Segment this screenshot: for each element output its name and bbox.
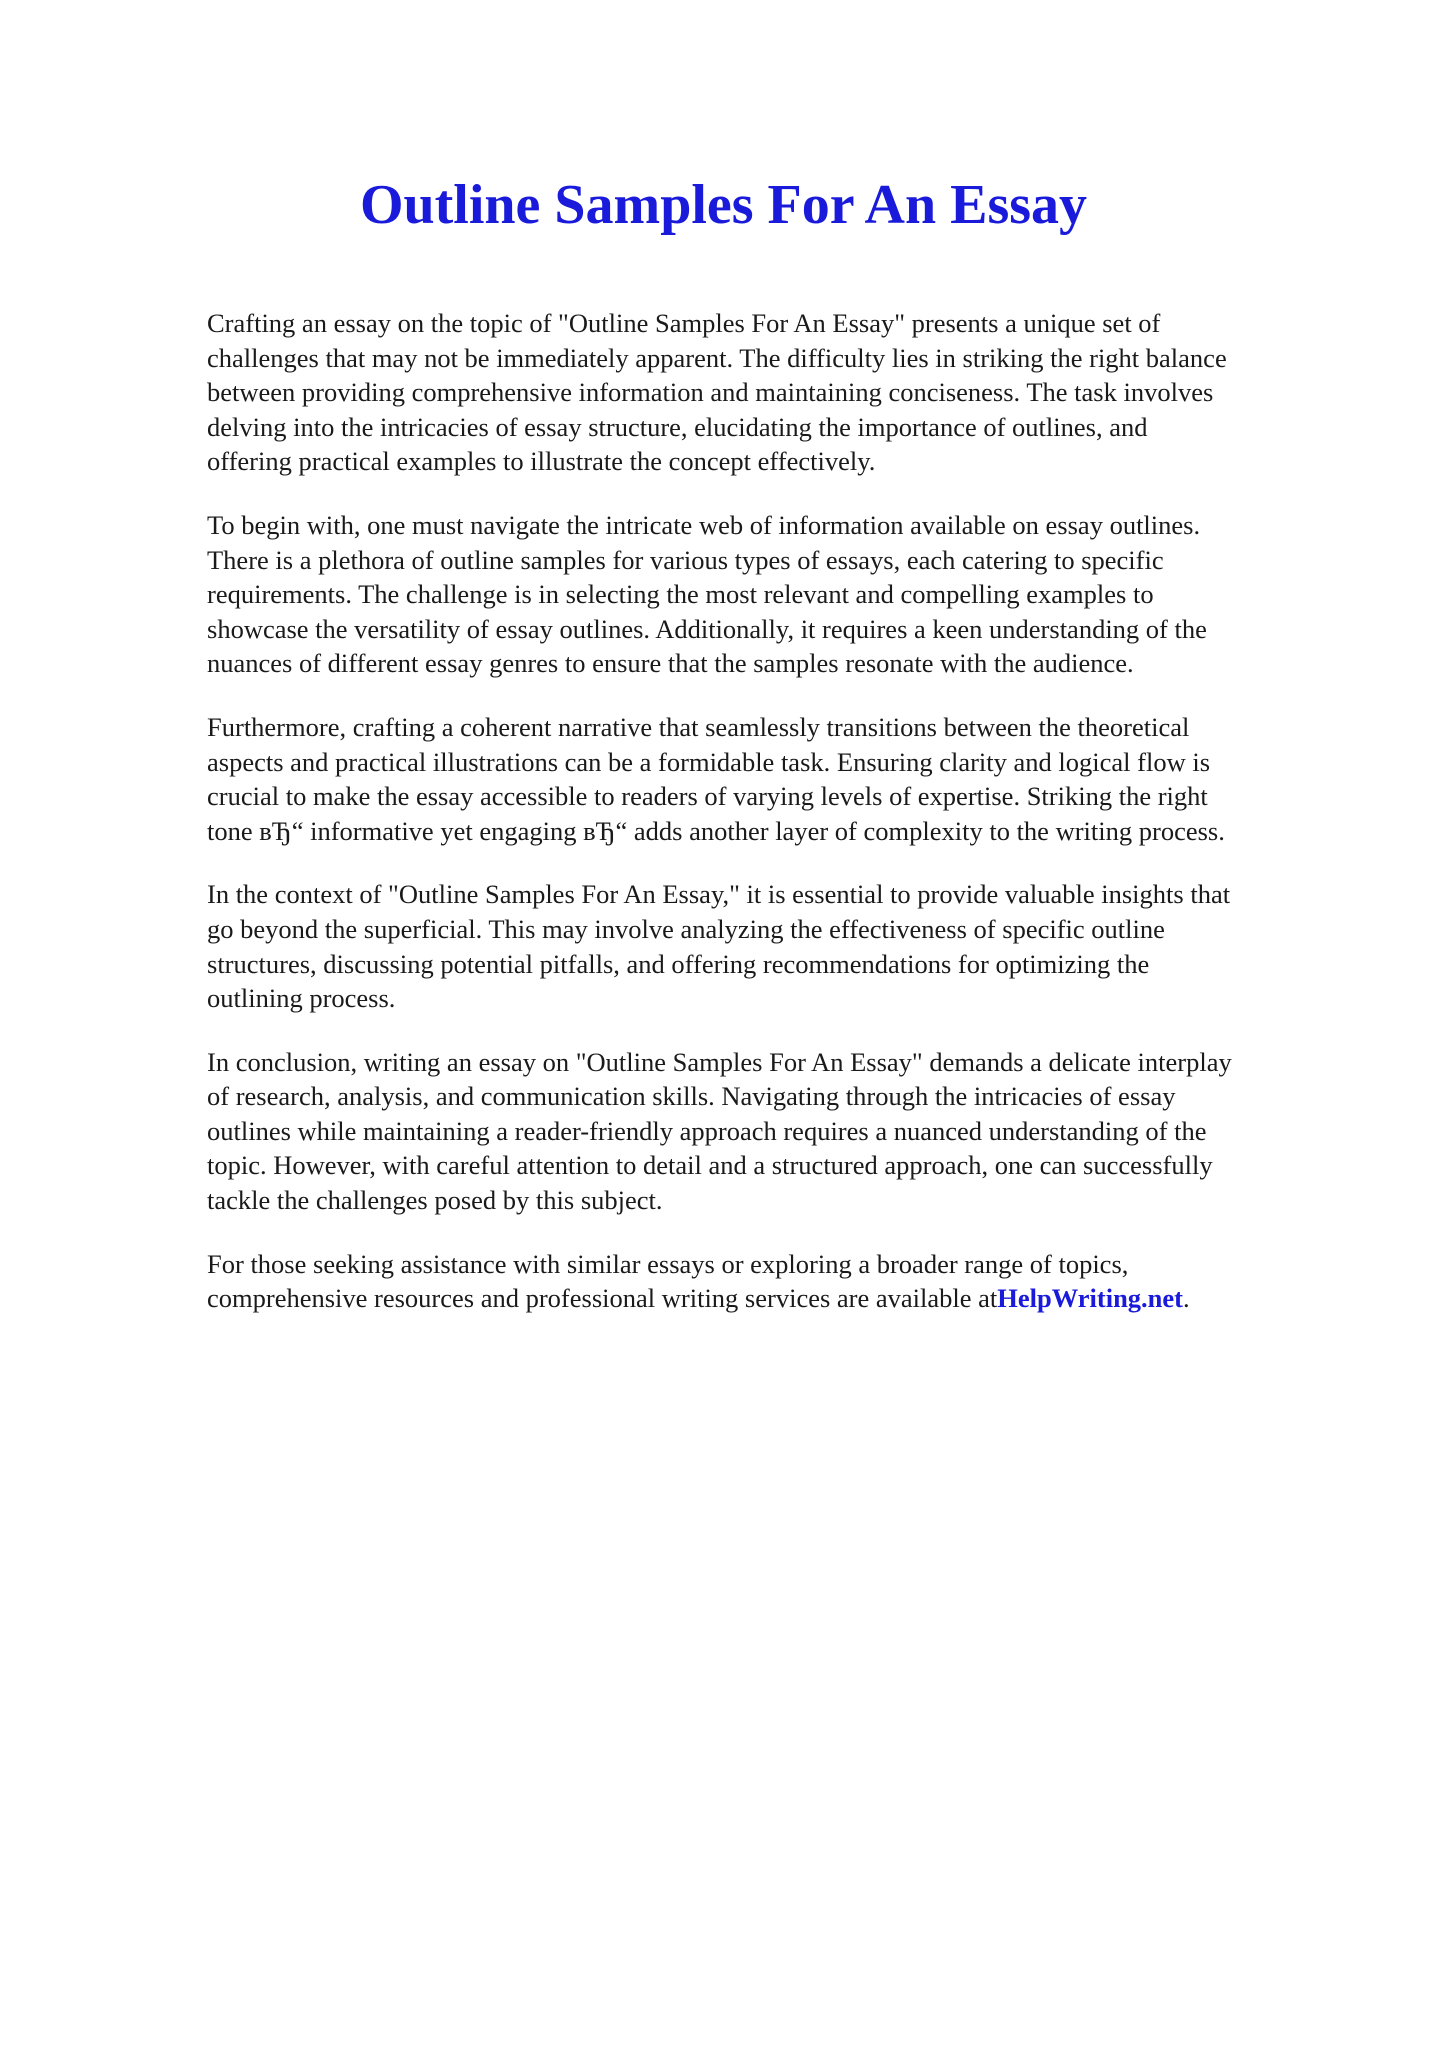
text-line: Furthermore, crafting a coherent narrative that seamlessly transitions between the theoretical — [207, 711, 1190, 742]
text-line: tackle the challenges posed by this subject. — [207, 1185, 663, 1216]
page-title: Outline Samples For An Essay — [359, 174, 1088, 236]
helpwriting-link[interactable]: HelpWriting.net — [997, 1283, 1184, 1314]
text-line: There is a plethora of outline samples for various types of essays, each catering to specific — [207, 544, 1164, 575]
paragraph-2 — [207, 508, 1352, 681]
text-fragment: comprehensive resources and professional writing services are available at — [207, 1283, 998, 1314]
text-line: tone вЂ“ informative yet engaging вЂ“ adds another layer of complexity to the writing process. — [207, 815, 1225, 846]
closing-link-line — [207, 1281, 1352, 1316]
text-line: requirements. The challenge is in selecting the most relevant and compelling examples to — [207, 579, 1154, 610]
text-line: crucial to make the essay accessible to readers of varying levels of expertise. Striking the right — [207, 781, 1208, 812]
text-line: showcase the versatility of essay outlines. Additionally, it requires a keen understanding of the — [207, 613, 1207, 644]
text-line: aspects and practical illustrations can be a formidable task. Ensuring clarity and logical flow is — [207, 746, 1211, 777]
text-line: challenges that may not be immediately apparent. The difficulty lies in striking the right balance — [207, 342, 1227, 373]
essay-body — [207, 306, 1352, 1345]
text-line: In the context of "Outline Samples For An Essay," it is essential to provide valuable insights that — [207, 879, 1231, 910]
text-line: nuances of different essay genres to ensure that the samples resonate with the audience. — [207, 648, 1134, 679]
closing-paragraph — [207, 1247, 1352, 1316]
text-line: offering practical examples to illustrate the concept effectively. — [207, 446, 876, 477]
text-line: between providing comprehensive information and maintaining conciseness. The task involves — [207, 377, 1214, 408]
text-fragment: . — [1183, 1283, 1190, 1314]
paragraph-3 — [207, 710, 1352, 848]
text-line: In conclusion, writing an essay on "Outline Samples For An Essay" demands a delicate interplay — [207, 1046, 1232, 1077]
text-line: delving into the intricacies of essay structure, elucidating the importance of outlines, and — [207, 411, 1148, 442]
paragraph-5 — [207, 1045, 1352, 1218]
text-line: of research, analysis, and communication skills. Navigating through the intricacies of essay — [207, 1081, 1176, 1112]
text-line: For those seeking assistance with similar essays or exploring a broader range of topics, — [207, 1248, 1129, 1279]
text-line: outlines while maintaining a reader-friendly approach requires a nuanced understanding of the — [207, 1115, 1207, 1146]
text-line: structures, discussing potential pitfalls, and offering recommendations for optimizing the — [207, 948, 1150, 979]
text-line: Crafting an essay on the topic of "Outline Samples For An Essay" presents a unique set of — [207, 308, 1161, 338]
text-line: topic. However, with careful attention to detail and a structured approach, one can successfully — [207, 1150, 1213, 1181]
paragraph-1 — [207, 306, 1352, 479]
paragraph-4 — [207, 877, 1352, 1015]
text-line: To begin with, one must navigate the intricate web of information available on essay outlines. — [207, 509, 1201, 540]
text-line: outlining process. — [207, 983, 396, 1014]
text-line: go beyond the superficial. This may involve analyzing the effectiveness of specific outline — [207, 913, 1165, 944]
